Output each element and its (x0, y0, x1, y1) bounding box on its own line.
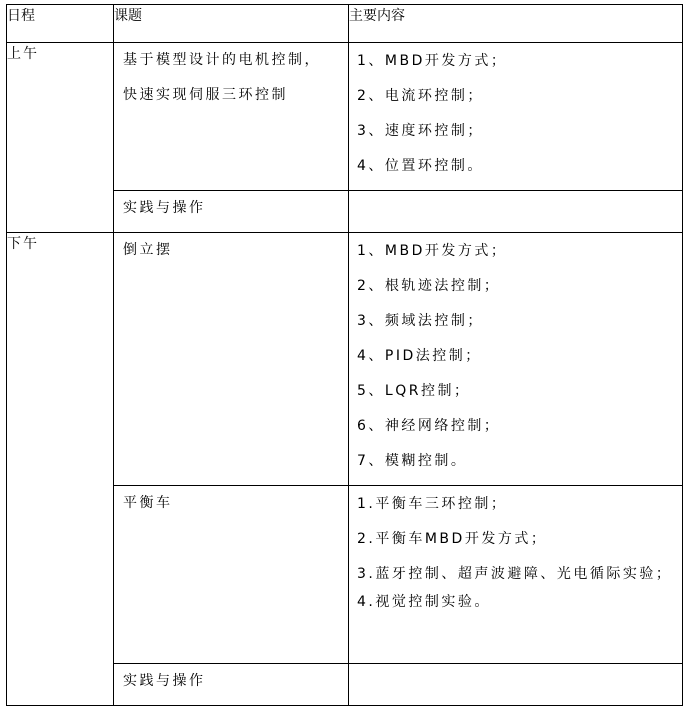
table-row (7, 43, 683, 191)
content-item: 4、位置环控制。 (357, 158, 484, 174)
content-item: 4、PID法控制； (357, 348, 482, 364)
header-row (7, 5, 683, 43)
topic-cell (114, 664, 349, 706)
content-item: 3、频域法控制； (357, 313, 484, 329)
content-item: 7、模糊控制。 (357, 453, 468, 469)
content-item: 5、LQR控制； (357, 383, 471, 399)
content-item: 6、神经网络控制； (357, 418, 501, 434)
topic-line: 基于模型设计的电机控制， (123, 52, 321, 68)
day-morning: 上午 (7, 43, 114, 233)
topic-line: 快速实现伺服三环控制 (123, 87, 288, 103)
header-content: 主要内容 (349, 5, 683, 43)
content-cell (349, 233, 683, 486)
header-topic: 课题 (114, 5, 349, 43)
header-day: 日程 (7, 5, 114, 43)
content-item: 1.平衡车三环控制； (357, 496, 508, 512)
content-item: 1、MBD开发方式； (357, 53, 508, 69)
topic-line: 平衡车 (123, 495, 173, 511)
day-afternoon: 下午 (7, 233, 114, 706)
topic-line: 实践与操作 (123, 200, 206, 216)
topic-line: 实践与操作 (123, 673, 206, 689)
schedule-table (6, 4, 683, 706)
content-cell-empty (349, 664, 683, 706)
content-item: 3、速度环控制； (357, 123, 484, 139)
content-item: 3.蓝牙控制、超声波避障、光电循际实验； (357, 566, 673, 582)
content-item: 2、根轨迹法控制； (357, 278, 501, 294)
topic-cell (114, 43, 349, 191)
content-cell (349, 43, 683, 191)
content-item: 2、电流环控制； (357, 88, 484, 104)
content-cell-empty (349, 191, 683, 233)
content-item: 2.平衡车MBD开发方式； (357, 531, 548, 547)
content-item: 4.视觉控制实验。 (357, 594, 491, 610)
topic-cell (114, 486, 349, 664)
content-cell (349, 486, 683, 664)
topic-line: 倒立摆 (123, 242, 173, 258)
topic-cell (114, 191, 349, 233)
table-row (7, 233, 683, 486)
content-item: 1、MBD开发方式； (357, 243, 508, 259)
topic-cell (114, 233, 349, 486)
